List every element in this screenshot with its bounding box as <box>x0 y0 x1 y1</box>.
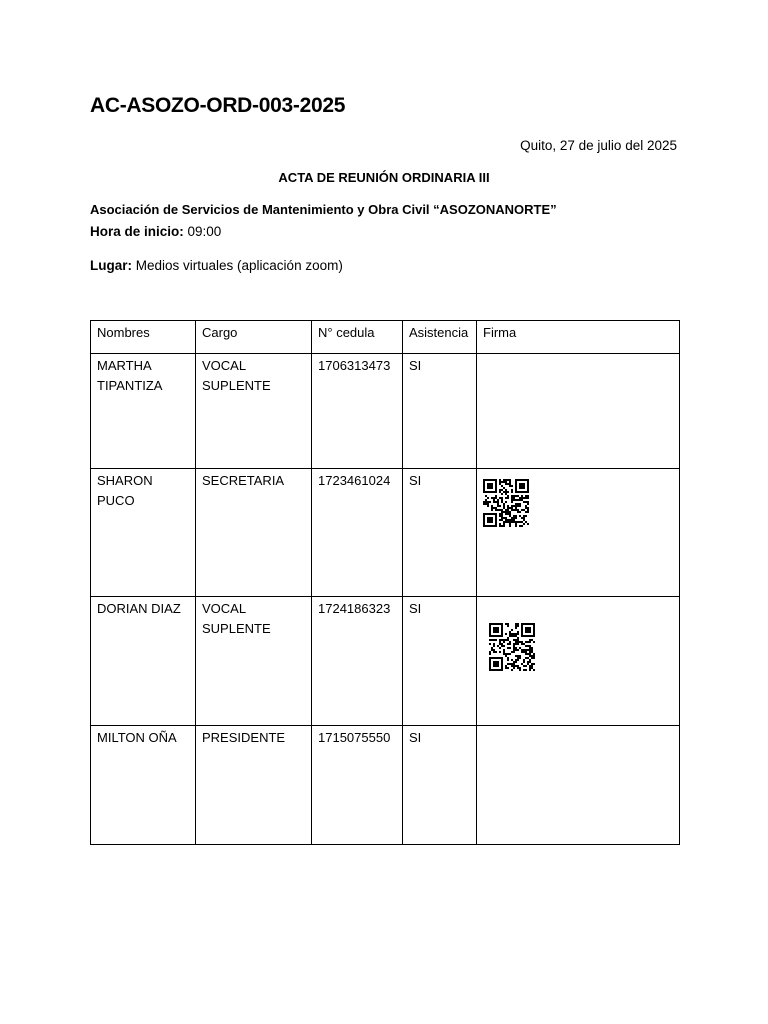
cell-attendance: SI <box>403 597 477 726</box>
place-value: Medios virtuales (aplicación zoom) <box>132 258 343 273</box>
attendance-table <box>90 320 680 845</box>
cell-name: SHARON PUCO <box>91 469 196 597</box>
cell-signature <box>477 597 680 726</box>
start-time-value: 09:00 <box>183 224 222 239</box>
qr-code-icon <box>489 623 535 671</box>
header-asistencia: Asistencia <box>403 321 477 354</box>
qr-code-icon <box>483 479 529 527</box>
table-header-row <box>91 321 680 354</box>
cell-role: SECRETARIA <box>196 469 312 597</box>
document-code: AC-ASOZO-ORD-003-2025 <box>90 94 346 117</box>
cell-id: 1724186323 <box>312 597 403 726</box>
table-row <box>91 726 680 845</box>
association-name: Asociación de Servicios de Mantenimiento y Obra Civil “ASOZONANORTE” <box>90 202 557 217</box>
header-nombres: Nombres <box>91 321 196 354</box>
cell-id: 1723461024 <box>312 469 403 597</box>
header-firma: Firma <box>477 321 680 354</box>
place-label: Lugar: <box>90 258 132 273</box>
cell-id: 1715075550 <box>312 726 403 845</box>
cell-signature <box>477 726 680 845</box>
document-date: Quito, 27 de julio del 2025 <box>520 138 677 153</box>
header-cedula: N° cedula <box>312 321 403 354</box>
cell-attendance: SI <box>403 469 477 597</box>
table-row <box>91 469 680 597</box>
table-row <box>91 597 680 726</box>
meeting-place <box>90 258 343 273</box>
cell-attendance: SI <box>403 726 477 845</box>
start-time <box>90 224 221 239</box>
cell-attendance: SI <box>403 354 477 469</box>
header-cargo: Cargo <box>196 321 312 354</box>
cell-signature <box>477 354 680 469</box>
cell-name: DORIAN DIAZ <box>91 597 196 726</box>
table-row <box>91 354 680 469</box>
acta-title: ACTA DE REUNIÓN ORDINARIA III <box>278 170 490 185</box>
cell-name: MARTHA TIPANTIZA <box>91 354 196 469</box>
cell-signature <box>477 469 680 597</box>
cell-name: MILTON OÑA <box>91 726 196 845</box>
cell-role: VOCAL SUPLENTE <box>196 354 312 469</box>
cell-role: PRESIDENTE <box>196 726 312 845</box>
cell-role: VOCAL SUPLENTE <box>196 597 312 726</box>
start-time-label: Hora de inicio: <box>90 224 184 239</box>
cell-id: 1706313473 <box>312 354 403 469</box>
